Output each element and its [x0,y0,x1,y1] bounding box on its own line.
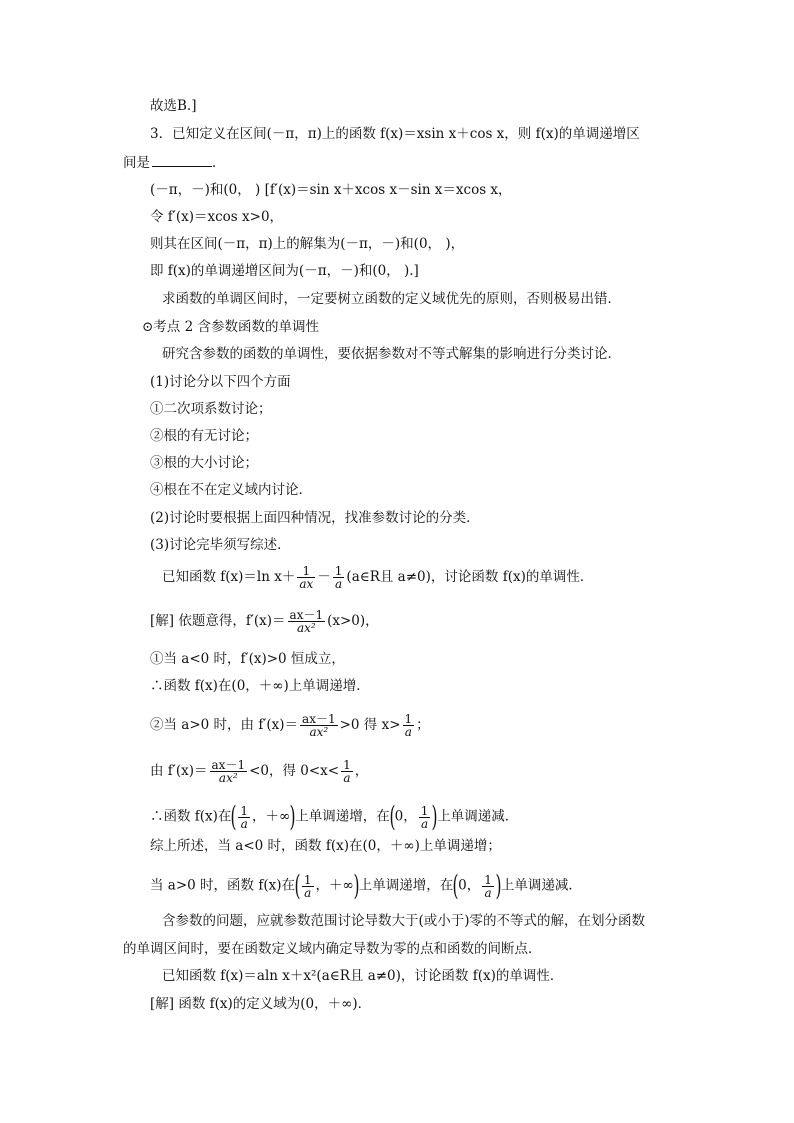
example-2-line: 已知函数 f(x)＝aln x＋x²(a∈R且 a≠0)，讨论函数 f(x)的单调性． [162,968,564,984]
text-line: ①当 a<0 时，f′(x)>0 恒成立， [150,651,345,667]
text-span: 上单调递减． [437,808,519,825]
text-line: 当 a>0 时，函数 f(x)在( $\frac{1}{a}$ ，＋∞)上单调递增，在(0， $\frac{1}{a}$ )上单调递减． [150,869,582,902]
solution-line: [解] 函数 f(x)的定义域为(0，＋∞)． [150,996,372,1012]
text-line: 即 f(x)的单调递增区间为(－π，－)和(0， ).] [150,263,419,279]
fraction: $\frac{1}{a}$ [303,872,312,900]
text-line: 研究含参数的函数的单调性，要依据参数对不等式解集的影响进行分类讨论． [162,346,621,362]
fraction: $\frac{ax-1}{\text{ax²}}$ [289,608,324,635]
text-line [150,713,430,738]
text-span: 上单调递增，在 [295,808,390,825]
tip-line: 含参数的问题，应就参数范围讨论导数大于(或小于)零的不等式的解，在划分函数 [162,913,646,929]
text-span: ，＋∞ [252,808,291,825]
text-span: 由 f′(x)＝ [150,763,208,779]
text-line: 综上所述，当 a<0 时，函数 f(x)在(0，＋∞)上单调递增； [150,838,501,854]
text-line: 故选B.] [150,98,197,114]
text-span: [解] 依题意得，f′(x)＝ [150,613,286,629]
list-item: ②根的有无讨论； [150,428,258,444]
text-span: ∴函数 f(x)在 [150,808,232,825]
text-line: ∴函数 f(x)在(0，＋∞)上单调递增． [150,678,370,694]
text-span: ， [354,763,369,779]
text-line: (3)讨论完毕须写综述． [150,537,291,553]
text-span: 上单调递减． [500,877,582,894]
question-3-blank-line: 间是 ． [123,155,226,171]
example-1-line: 已知函数 f(x)＝ln x＋ $\frac{1}{ax}$ － $\frac{1}{a}$ (a∈R且 a≠0)，讨论函数 f(x)的单调性． [162,564,594,591]
fraction: $\frac{1}{a}$ [404,712,413,739]
answer-blank [152,154,212,167]
text-span: (a∈R且 a≠0)，讨论函数 f(x)的单调性． [346,569,594,585]
list-item: ④根在不在定义域内讨论． [150,482,312,498]
text-span: ，＋∞ [315,877,354,894]
question-3-line: 3．已知定义在区间(－π，π)上的函数 f(x)＝xsin x＋cos x，则 f(x)的单调递增区 [150,126,640,142]
fraction: $\frac{1}{a}$ [484,872,492,900]
list-item: ③根的大小讨论； [150,455,258,471]
text-span: ②当 a>0 时，由 f′(x)＝ [150,717,299,733]
fraction: $\frac{1}{a}$ [334,564,343,591]
text-span: (x>0)， [327,613,379,629]
text-line: ∴函数 f(x)在( $\frac{1}{a}$ ，＋∞)上单调递增，在(0， $\frac{1}{a}$ )上单调递减． [150,800,519,833]
section-heading: ⊙考点 2 含参数函数的单调性 [142,319,319,335]
answer-line: (－π，－)和(0， ) [f′(x)＝sin x＋xcos x－sin x＝xcos x， [150,182,512,198]
text-span: 间是 [123,155,150,171]
solution-line [150,609,379,634]
text-line [150,759,368,784]
text-span: 当 a>0 时，函数 f(x)在 [150,877,295,894]
text-line: 令 f′(x)＝xcos x>0， [150,209,284,225]
fraction: $\frac{1}{a}$ [343,758,351,785]
fraction: $\frac{1}{a}$ [240,803,249,831]
text-span: 上单调递增，在 [358,877,454,894]
fraction: $\frac{ax-1}{\text{ax²}}$ [211,758,246,785]
text-line: (2)讨论时要根据上面四种情况，找准参数讨论的分类． [150,510,480,526]
text-span: >0 得 x> [339,717,401,733]
text-span: 已知函数 f(x)＝ln x＋ [162,569,296,585]
fraction: $\frac{1}{ax}$ [299,564,314,591]
list-heading: (1)讨论分以下四个方面 [150,374,291,390]
tip-line: 求函数的单调区间时，一定要树立函数的定义域优先的原则，否则极易出错． [162,291,621,307]
text-span: <0，得 0<x< [249,763,340,779]
text-span: ； [416,717,430,733]
list-item: ①二次项系数讨论； [150,401,272,417]
fraction: $\frac{1}{a}$ [420,803,429,831]
text-span: 0， [458,877,481,894]
fraction: $\frac{ax-1}{\text{ax²}}$ [302,712,336,739]
tip-line: 的单调区间时，要在函数定义域内确定导数为零的点和函数的间断点． [123,941,542,957]
text-span: 0， [394,808,417,825]
text-line: 则其在区间(－π，π)上的解集为(－π，－)和(0， )， [150,236,465,252]
